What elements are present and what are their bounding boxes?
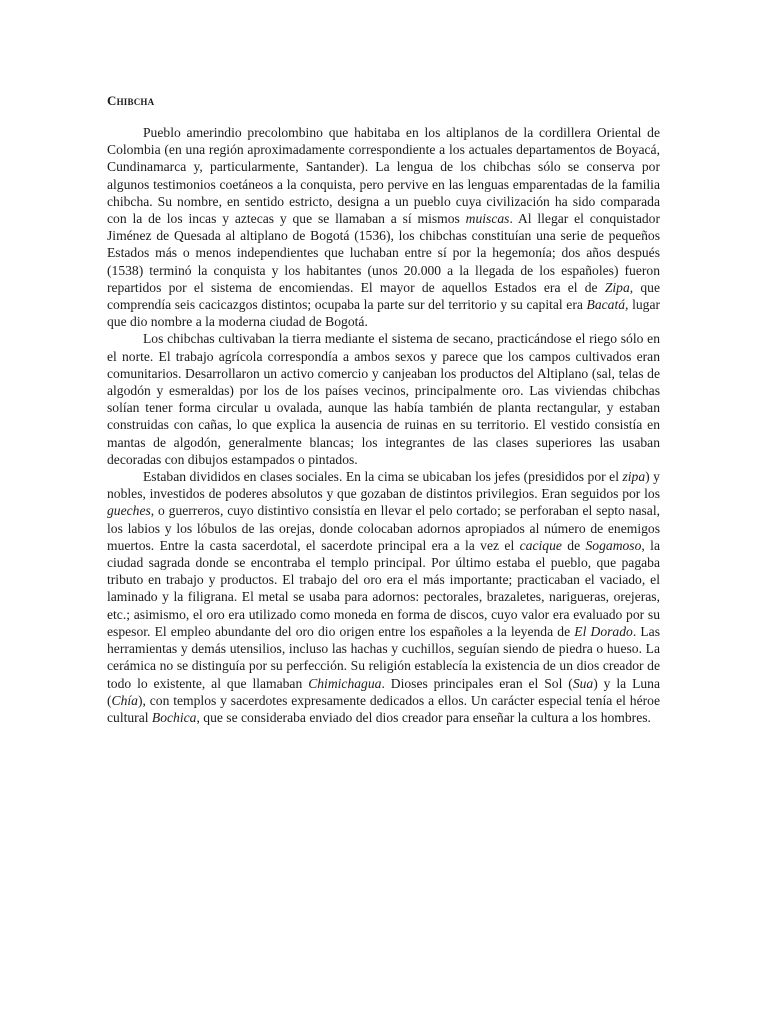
italic-term: gueches <box>107 503 151 519</box>
italic-term: Zipa <box>604 279 630 295</box>
paragraph <box>107 330 660 468</box>
italic-term: cacique <box>519 537 562 553</box>
italic-term: El Dorado <box>574 623 633 639</box>
text-run: . Dioses principales eran el Sol ( <box>381 675 573 691</box>
document-page <box>107 92 660 726</box>
paragraph <box>107 124 660 330</box>
paragraph <box>107 468 660 726</box>
text-run: , que comprendía seis cacicazgos distintos; ocupaba la parte sur del territorio y su capital era <box>107 279 660 313</box>
text-run: Los chibchas cultivaban la tierra mediante el sistema de secano, practicándose el riego sólo en el norte. El trabajo agrícola correspondía a ambos sexos y parece que los campos cultivados eran comunitarios. Desarrollaron un activo comercio y canjeaban los productos del Altiplano (sal, telas de algodón y esmeraldas) por los de los países vecinos, principalmente oro. Las viviendas chibchas solían tener forma circular u ovalada, aunque las había también de planta rectangular, y estaban construidas con cañas, lo que explica la ausencia de ruinas en su territorio. El vestido consistía en mantas de algodón, generalmente blancas; los integrantes de las clases superiores las usaban decoradas con dibujos estampados o pintados. <box>107 331 660 467</box>
document-body <box>107 124 660 726</box>
italic-term: Sogamoso <box>585 537 642 553</box>
text-run: , la ciudad sagrada donde se encontraba el templo principal. Por último estaba el pueblo, que pagaba tributo en trabajo y productos. El trabajo del oro era el más importante; practicaban el vaciado, el laminado y la filigrana. El metal se usaba para adornos: pectorales, brazaletes, narigueras, orejeras, etc.; asimismo, el oro era utilizado como moneda en forma de discos, cuyo valor era evaluado por su espesor. El empleo abundante del oro dio origen entre los españoles a la leyenda de <box>107 537 660 639</box>
italic-term: Bochica <box>151 709 197 725</box>
italic-term: Chía <box>111 692 138 708</box>
text-run: ) y nobles, investidos de poderes absolutos y que gozaban de distintos privilegios. Eran seguidos por los <box>107 469 660 502</box>
text-run: , que se consideraba enviado del dios creador para enseñar la cultura a los hombres. <box>196 709 651 725</box>
text-run: , lugar que dio nombre a la moderna ciudad de Bogotá. <box>107 297 661 330</box>
text-run: . Al llegar el conquistador Jiménez de Quesada al altiplano de Bogotá (1536), los chibchas constituían una serie de pequeños Estados más o menos independientes que luchaban entre sí por la hegemonía; dos años después (1538) terminó la conquista y los habitantes (unos 20.000 a la llegada de los españoles) fueron repartidos por el sistema de encomiendas. El mayor de aquellos Estados era el de <box>107 211 660 295</box>
text-run: . Las herramientas y demás utensilios, incluso las hachas y cuchillos, seguían siendo de piedra o hueso. La cerámica no se distinguía por su perfección. Su religión establecía la existencia de un dios creador de todo lo existente, al que llamaban <box>107 623 660 691</box>
text-run: , o guerreros, cuyo distintivo consistía en llevar el pelo cortado; se perforaban el septo nasal, los labios y los lóbulos de las orejas, donde colocaban adornos apropiados al número de enemigos muertos. Entre la casta sacerdotal, el sacerdote principal era a la vez el <box>107 503 660 553</box>
italic-term: muiscas <box>465 211 510 227</box>
italic-term: Sua <box>572 675 594 691</box>
text-run: de <box>561 537 586 553</box>
text-run: ), con templos y sacerdotes expresamente dedicados a ellos. Un carácter especial tenía el héroe cultural <box>107 692 660 725</box>
document-title: Chibcha <box>107 93 155 108</box>
italic-term: zipa <box>622 469 646 485</box>
text-run: ) y la Luna ( <box>107 675 661 708</box>
text-run: Pueblo amerindio precolombino que habitaba en los altiplanos de la cordillera Oriental de Colombia (en una región aproximadamente correspondiente a los actuales departamentos de Boyacá, Cundinamarca y, particularmente, Santander). La lengua de los chibchas sólo se conserva por algunos testimonios coetáneos a la conquista, pero pervive en las lenguas emparentadas de la familia chibcha. Su nombre, en sentido estricto, designa a un pueblo cuya civilización ha sido comparada con la de los incas y aztecas y que se llamaban a sí mismos <box>107 125 660 227</box>
text-run: Estaban divididos en clases sociales. En la cima se ubicaban los jefes (presididos por el <box>143 469 623 485</box>
italic-term: Bacatá <box>586 297 626 313</box>
italic-term: Chimichagua <box>308 675 382 691</box>
